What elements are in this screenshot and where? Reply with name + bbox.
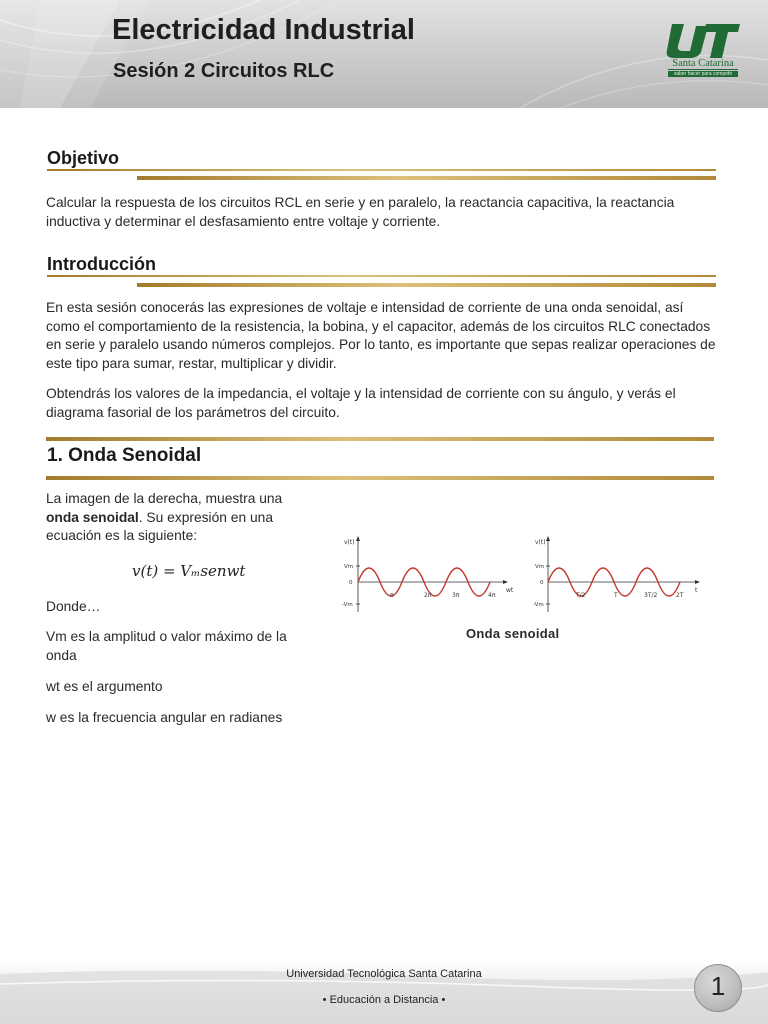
y-tick-label: 0 xyxy=(540,580,544,586)
section-heading-introduccion: Introducción xyxy=(47,254,156,274)
logo-name: Santa Catarina xyxy=(672,58,734,69)
sine-graph-time xyxy=(533,536,700,612)
w-definition: w es la frecuencia angular en radianes xyxy=(46,710,283,725)
gold-divider xyxy=(47,275,716,277)
sine-wave-figure xyxy=(338,534,708,616)
introduccion-paragraph-1: En esta sesión conocerás las expresiones de voltaje e intensidad de corriente de una onda senoidal, así como el comportamiento de la resistencia, la bobina, y el capacitor, además de los circuitos RLC conectados en serie y paralelo usando números complejos. Por lo tanto, es importante que sepas realizar operaciones de este tipo para sumar, restar, multiplicar y dividir. xyxy=(46,300,716,371)
wt-definition: wt es el argumento xyxy=(46,679,163,694)
y-axis-arrow xyxy=(546,536,550,541)
gold-divider xyxy=(137,283,716,287)
section-heading-onda-senoidal: 1. Onda Senoidal xyxy=(47,445,202,466)
y-axis-arrow xyxy=(356,536,360,541)
gold-divider xyxy=(47,169,716,171)
gold-divider xyxy=(46,476,714,480)
footer-program: • Educación a Distancia • xyxy=(322,994,446,1006)
x-tick-label: T/2 xyxy=(576,592,586,599)
donde-label: Donde… xyxy=(46,599,101,614)
page-number: 1 xyxy=(710,971,726,1001)
onda-intro xyxy=(46,490,318,546)
onda-intro-bold: onda senoidal xyxy=(46,509,139,525)
objetivo-text: Calcular la respuesta de los circuitos RCL en serie y en paralelo, la reactancia capacitiva, la reactancia inductiva y determinar el desfasamiento entre voltaje y corriente. xyxy=(46,195,675,229)
sine-graph-angle xyxy=(342,536,514,612)
x-tick-label: 3T/2 xyxy=(644,592,658,599)
x-axis-label: t xyxy=(695,587,698,594)
gold-divider xyxy=(137,176,716,180)
x-tick-label: π xyxy=(390,592,394,599)
logo-tagline: saber hacer para competir xyxy=(673,71,733,77)
y-tick-label: -Vm xyxy=(533,602,544,608)
figure-caption: Onda senoidal xyxy=(466,626,560,641)
vm-definition: Vm es la amplitud o valor máximo de la onda xyxy=(46,629,287,663)
sine-formula: v(t) = Vₘsenwt xyxy=(132,562,246,580)
x-tick-label: 2π xyxy=(424,592,432,599)
onda-intro-start: La imagen de la derecha, muestra una xyxy=(46,491,283,506)
page-footer xyxy=(0,960,768,1024)
onda-intro-end: . Su expresión en una ecuación es la siguiente: xyxy=(46,509,273,543)
footer-university: Universidad Tecnológica Santa Catarina xyxy=(286,968,482,980)
x-tick-label: 2T xyxy=(676,592,684,599)
y-tick-label: 0 xyxy=(349,580,353,586)
x-axis-label: wt xyxy=(506,587,514,594)
x-axis-arrow xyxy=(695,580,700,584)
y-tick-label: Vm xyxy=(344,564,354,570)
x-tick-label: T xyxy=(614,592,618,599)
page-header xyxy=(0,0,768,108)
y-tick-label: -Vm xyxy=(342,602,353,608)
y-tick-label: Vm xyxy=(535,564,545,570)
page-title: Electricidad Industrial xyxy=(112,14,415,46)
y-axis-label: v(t) xyxy=(344,539,355,546)
x-tick-label: 4π xyxy=(488,592,496,599)
section-heading-objetivo: Objetivo xyxy=(47,148,120,168)
x-tick-label: 3π xyxy=(452,592,460,599)
y-axis-label: v(t) xyxy=(535,539,546,546)
logo-rule xyxy=(668,69,738,70)
x-axis-arrow xyxy=(503,580,508,584)
introduccion-paragraph-2: Obtendrás los valores de la impedancia, el voltaje y la intensidad de corriente con su ángulo, y verás el diagrama fasorial de los parámetros del circuito. xyxy=(46,386,676,420)
gold-divider xyxy=(46,437,714,441)
page-subtitle: Sesión 2 Circuitos RLC xyxy=(113,60,335,82)
